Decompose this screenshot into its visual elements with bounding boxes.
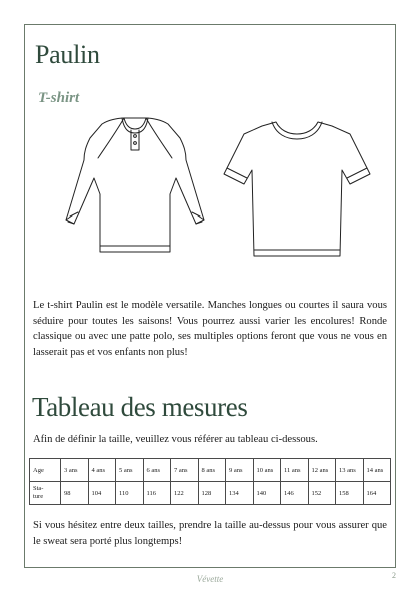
page-title: Paulin: [35, 40, 100, 69]
table-cell: 6 ans: [143, 459, 171, 482]
table-cell: 122: [171, 482, 199, 505]
size-chart-table: [29, 458, 391, 505]
short-sleeve-round-neck-tshirt-icon: [222, 114, 372, 260]
table-cell: 134: [226, 482, 254, 505]
table-cell: 12 ans: [308, 459, 336, 482]
size-advice: Si vous hésitez entre deux tailles, prendre la taille au-dessus pour vous assurer que le sweat sera porté plus longtemps!: [33, 520, 387, 547]
table-cell: 10 ans: [253, 459, 281, 482]
table-cell: 140: [253, 482, 281, 505]
brand-logo: Vévette: [196, 574, 224, 584]
table-cell: 116: [143, 482, 171, 505]
table-cell: 14 ans: [363, 459, 391, 482]
table-row-stature: [30, 482, 391, 505]
table-cell: 5 ans: [116, 459, 144, 482]
table-cell: 128: [198, 482, 226, 505]
row-label-stature: Sta- ture: [30, 482, 61, 505]
product-description: Le t-shirt Paulin est le modèle versatile. Manches longues ou courtes il saura vous séduire pour toutes les saisons! Vous pourrez aussi varier les encolures! Ronde classique ou avec une patte polo, ses multiples options feront que vous ne vous en lasserait pas et vos enfants non plus!: [33, 300, 387, 358]
table-row-age: [30, 459, 391, 482]
row-label-age: Age: [30, 459, 61, 482]
measurements-heading: Tableau des mesures: [32, 392, 248, 422]
page-number: 2: [392, 571, 396, 580]
table-cell: 11 ans: [281, 459, 309, 482]
table-cell: 146: [281, 482, 309, 505]
table-cell: 13 ans: [336, 459, 364, 482]
table-cell: 7 ans: [171, 459, 199, 482]
long-sleeve-henley-tshirt-icon: [58, 112, 212, 260]
table-cell: 3 ans: [61, 459, 89, 482]
table-cell: 152: [308, 482, 336, 505]
table-cell: 4 ans: [88, 459, 116, 482]
table-cell: 110: [116, 482, 144, 505]
table-cell: 164: [363, 482, 391, 505]
table-cell: 9 ans: [226, 459, 254, 482]
table-cell: 158: [336, 482, 364, 505]
page-subtitle: T-shirt: [38, 90, 80, 106]
table-cell: 98: [61, 482, 89, 505]
measurements-intro: Afin de définir la taille, veuillez vous référer au tableau ci-dessous.: [33, 434, 318, 445]
table-cell: 104: [88, 482, 116, 505]
table-cell: 8 ans: [198, 459, 226, 482]
